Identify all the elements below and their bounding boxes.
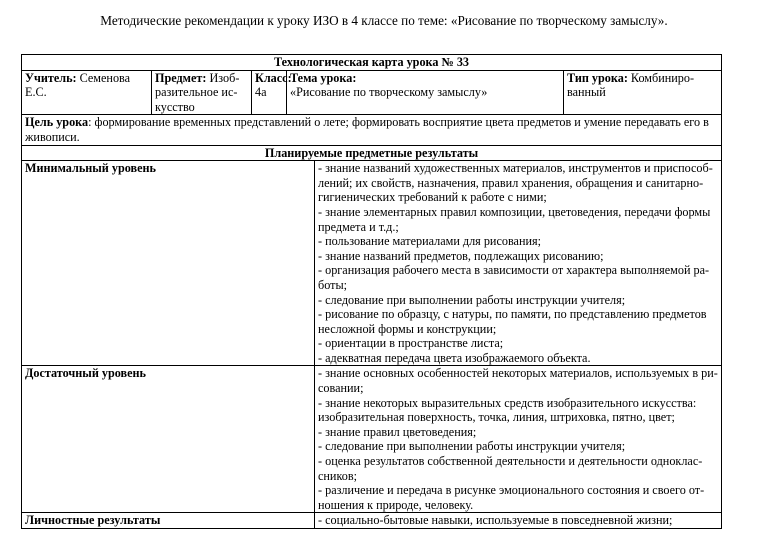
subject-value: Изоб-разительное ис-кусство: [155, 70, 240, 114]
planned-results-cell: [22, 145, 722, 161]
lesson-type-cell: [564, 70, 722, 115]
card-title-row: [22, 55, 722, 71]
teacher-value: Семенова Е.С.: [25, 70, 131, 100]
level-item: - пользование материалами для рисования;: [318, 234, 541, 249]
teacher-cell: [22, 70, 152, 115]
level-item: - различение и передача в рисунке эмоционального состояния и своего от-ношения к природе, человеку.: [318, 483, 705, 512]
class-cell: [252, 70, 292, 115]
goal-text: : формирование временных представлений о лете; формировать восприятие цвета предметов и умение передавать его в живописи.: [25, 115, 709, 144]
level-item: - организация рабочего места в зависимости от характера выполняемой ра-боты;: [318, 263, 710, 292]
level-items-cell: [315, 161, 722, 366]
class-label: Класс:: [255, 70, 292, 85]
level-row-minimal: [22, 161, 722, 366]
goal-cell: [22, 115, 722, 145]
lesson-card-table: [21, 54, 722, 529]
teacher-label: Учитель:: [25, 70, 77, 85]
level-label-cell: [22, 161, 315, 366]
level-item: - знание основных особенностей некоторых материалов, используемых в ри-совании;: [318, 366, 718, 396]
document-title: Методические рекомендации к уроку ИЗО в 4 классе по теме: «Рисование по творческому замыслу».: [100, 13, 668, 28]
level-item: - знание правил цветоведения;: [318, 424, 477, 439]
level-item: - следование при выполнении работы инструкции учителя;: [318, 439, 626, 454]
planned-results-title: Планируемые предметные результаты: [264, 145, 479, 160]
card-meta-row: [22, 70, 722, 115]
planned-results-row: [22, 145, 722, 161]
level-item: - адекватная передача цвета изображаемого объекта.: [318, 350, 591, 365]
goal-row: [22, 115, 722, 145]
subject-label: Предмет:: [155, 70, 207, 85]
level-item: - знание некоторых выразительных средств изобразительного искусства: изобразительная поверхность, точка, линия, штриховка, пятно, цвет;: [318, 395, 697, 425]
level-row-sufficient: [22, 366, 722, 513]
level-label-cell: [22, 366, 315, 513]
subject-cell: [152, 70, 252, 115]
topic-label: Тема урока:: [290, 70, 357, 85]
goal-label: Цель урока: [25, 115, 89, 130]
topic-value: «Рисование по творческому замыслу»: [290, 85, 488, 100]
level-items-cell: [315, 366, 722, 513]
lesson-type-label: Тип урока:: [567, 70, 628, 85]
card-title-cell: [22, 55, 722, 71]
level-items-cell: [315, 513, 722, 529]
level-label-cell: [22, 513, 315, 529]
level-item: - следование при выполнении работы инструкции учителя;: [318, 292, 626, 307]
class-value: 4а: [255, 85, 267, 100]
level-label: Достаточный уровень: [25, 366, 147, 381]
level-item: - социально-бытовые навыки, используемые в повседневной жизни;: [318, 513, 673, 528]
level-item: - рисование по образцу, с натуры, по памяти, по представлению предметов несложной формы и конструкции;: [318, 307, 707, 336]
card-title: Технологическая карта урока № 33: [273, 55, 470, 69]
level-label: Минимальный уровень: [25, 161, 156, 176]
level-item: - знание названий предметов, подлежащих рисованию;: [318, 248, 604, 263]
level-row-personal: [22, 513, 722, 529]
level-item: - знание элементарных правил композиции, цветоведения, передачи формы предмета и т.д.;: [318, 204, 711, 234]
topic-cell: [287, 70, 564, 115]
level-item: - ориентации в пространстве листа;: [318, 336, 504, 351]
level-item: - оценка результатов собственной деятельности и деятельности одноклас-сников;: [318, 454, 703, 483]
level-label: Личностные результаты: [25, 513, 161, 528]
level-item: - знание названий художественных материалов, инструментов и приспособ-лений; их свойств, назначения, правил хранения, обращения и санитарно-гигиенических требований к работе с ними;: [318, 161, 713, 205]
lesson-type-value: Комбиниро-ванный: [567, 70, 695, 100]
